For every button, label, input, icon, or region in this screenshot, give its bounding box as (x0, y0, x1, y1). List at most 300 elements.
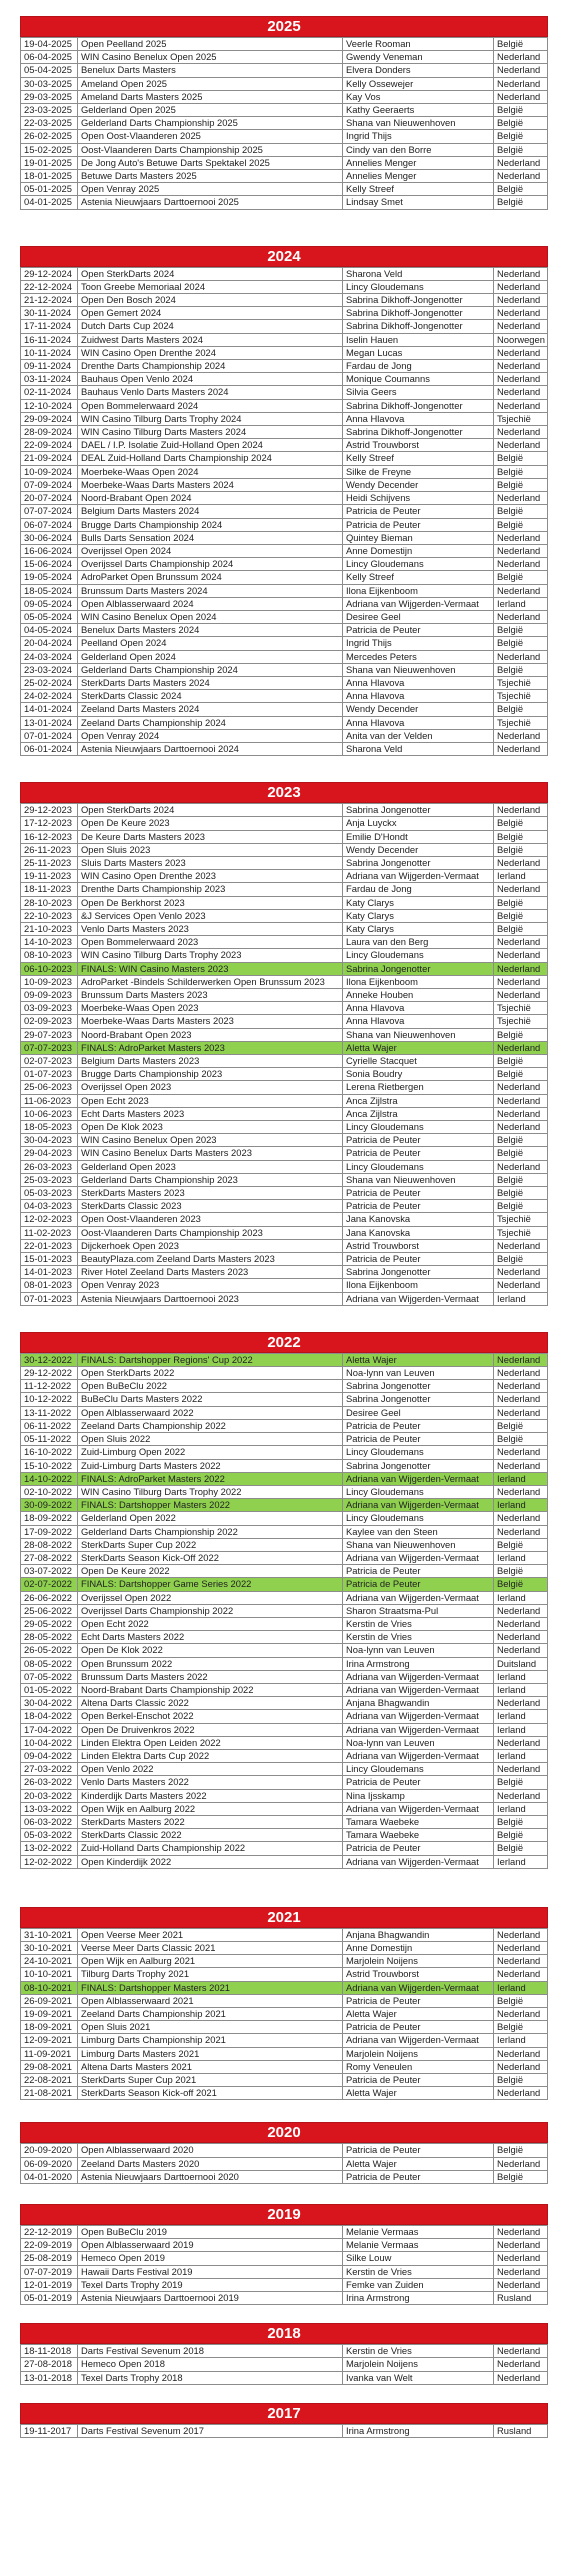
date-cell: 07-07-2023 (21, 1041, 78, 1054)
country-cell: Ierland (494, 1670, 548, 1683)
event-cell: Echt Darts Masters 2023 (78, 1107, 343, 1120)
table-row (21, 360, 548, 373)
event-cell: Toon Greebe Memoriaal 2024 (78, 280, 343, 293)
date-cell: 20-09-2020 (21, 2144, 78, 2157)
date-cell: 17-12-2023 (21, 817, 78, 830)
winner-cell: Veerle Rooman (343, 38, 494, 51)
table-row (21, 465, 548, 478)
country-cell: Tsjechië (494, 716, 548, 729)
table-row (21, 2371, 548, 2384)
winner-cell: Marjolein Noijens (343, 2358, 494, 2371)
date-cell: 01-07-2023 (21, 1068, 78, 1081)
event-cell: Zeeland Darts Championship 2021 (78, 2008, 343, 2021)
table-row (21, 2087, 548, 2100)
date-cell: 05-03-2022 (21, 1829, 78, 1842)
date-cell: 18-11-2018 (21, 2345, 78, 2358)
winner-cell: Kelly Streef (343, 571, 494, 584)
country-cell: Ierland (494, 1591, 548, 1604)
table-row (21, 1736, 548, 1749)
table-row (21, 1121, 548, 1134)
date-cell: 06-04-2025 (21, 51, 78, 64)
date-cell: 25-02-2024 (21, 676, 78, 689)
date-cell: 11-09-2021 (21, 2047, 78, 2060)
winner-cell: Romy Veneulen (343, 2060, 494, 2073)
country-cell: België (494, 1134, 548, 1147)
event-cell: Open Wijk en Aalburg 2021 (78, 1955, 343, 1968)
table-row (21, 1723, 548, 1736)
winner-cell: Patricia de Peuter (343, 1187, 494, 1200)
event-cell: WIN Casino Tilburg Darts Trophy 2022 (78, 1485, 343, 1498)
event-cell: Open De Berkhorst 2023 (78, 896, 343, 909)
event-cell: FINALS: WIN Casino Masters 2023 (78, 962, 343, 975)
table-row (21, 804, 548, 817)
country-cell: België (494, 896, 548, 909)
winner-cell: Iselin Hauen (343, 333, 494, 346)
date-cell: 26-09-2021 (21, 1994, 78, 2007)
winner-cell: Astrid Trouwborst (343, 439, 494, 452)
country-cell: België (494, 196, 548, 209)
event-cell: Gelderland Open 2024 (78, 650, 343, 663)
table-row (21, 104, 548, 117)
winner-cell: Katy Clarys (343, 909, 494, 922)
event-cell: SterkDarts Darts Masters 2024 (78, 676, 343, 689)
country-cell: Nederland (494, 320, 548, 333)
country-cell: Nederland (494, 1512, 548, 1525)
table-row (21, 1253, 548, 1266)
country-cell: België (494, 1578, 548, 1591)
date-cell: 24-10-2021 (21, 1955, 78, 1968)
event-cell: WIN Casino Tilburg Darts Trophy 2023 (78, 949, 343, 962)
country-cell: Nederland (494, 1789, 548, 1802)
country-cell: Nederland (494, 1631, 548, 1644)
country-cell: België (494, 909, 548, 922)
winner-cell: Sabrina Jongenotter (343, 962, 494, 975)
date-cell: 29-09-2024 (21, 412, 78, 425)
date-cell: 22-10-2023 (21, 909, 78, 922)
date-cell: 26-03-2023 (21, 1160, 78, 1173)
date-cell: 17-09-2022 (21, 1525, 78, 1538)
event-cell: Brunssum Darts Masters 2024 (78, 584, 343, 597)
table-row (21, 663, 548, 676)
date-cell: 26-03-2022 (21, 1776, 78, 1789)
date-cell: 10-12-2022 (21, 1393, 78, 1406)
country-cell: Nederland (494, 975, 548, 988)
table-row (21, 412, 548, 425)
date-cell: 21-10-2023 (21, 922, 78, 935)
country-cell: Ierland (494, 2034, 548, 2047)
event-cell: Gelderland Open 2023 (78, 1160, 343, 1173)
table-row (21, 544, 548, 557)
country-cell: Ierland (494, 1551, 548, 1564)
table-row (21, 949, 548, 962)
table-row (21, 1776, 548, 1789)
date-cell: 30-10-2021 (21, 1942, 78, 1955)
event-cell: Zuid-Holland Darts Championship 2022 (78, 1842, 343, 1855)
table-row (21, 1855, 548, 1868)
winner-cell: Marjolein Noijens (343, 2047, 494, 2060)
winner-cell: Anne Domestijn (343, 544, 494, 557)
country-cell: Ierland (494, 1723, 548, 1736)
country-cell: Nederland (494, 1763, 548, 1776)
table-row (21, 922, 548, 935)
date-cell: 15-06-2024 (21, 558, 78, 571)
date-cell: 17-11-2024 (21, 320, 78, 333)
table-row (21, 610, 548, 623)
date-cell: 13-11-2022 (21, 1406, 78, 1419)
event-cell: Dijckerhoek Open 2023 (78, 1239, 343, 1252)
winner-cell: Patricia de Peuter (343, 1253, 494, 1266)
country-cell: België (494, 143, 548, 156)
event-cell: Open Kinderdijk 2022 (78, 1855, 343, 1868)
country-cell: Ierland (494, 1855, 548, 1868)
event-cell: Moerbeke-Waas Darts Masters 2024 (78, 478, 343, 491)
country-cell: Nederland (494, 1736, 548, 1749)
country-cell: Nederland (494, 729, 548, 742)
winner-cell: Anca Zijlstra (343, 1107, 494, 1120)
event-cell: Hemeco Open 2018 (78, 2358, 343, 2371)
event-cell: Open Oost-Vlaanderen 2025 (78, 130, 343, 143)
event-cell: Open De Klok 2023 (78, 1121, 343, 1134)
country-cell: België (494, 2074, 548, 2087)
winner-cell: Cyrielle Stacquet (343, 1055, 494, 1068)
winner-cell: Fardau de Jong (343, 883, 494, 896)
country-cell: België (494, 1187, 548, 1200)
winner-cell: Anita van der Velden (343, 729, 494, 742)
event-cell: Astenia Nieuwjaars Darttoernooi 2025 (78, 196, 343, 209)
year-header: 2023 (20, 782, 548, 803)
country-cell: Nederland (494, 2239, 548, 2252)
results-table (20, 1353, 548, 1869)
event-cell: Open Alblasserwaard 2019 (78, 2239, 343, 2252)
country-cell: Nederland (494, 90, 548, 103)
event-cell: Open Den Bosch 2024 (78, 294, 343, 307)
date-cell: 12-02-2022 (21, 1855, 78, 1868)
country-cell: Ierland (494, 1292, 548, 1305)
event-cell: Noord-Brabant Open 2024 (78, 492, 343, 505)
table-row (21, 2292, 548, 2305)
event-cell: Bulls Darts Sensation 2024 (78, 531, 343, 544)
table-row (21, 1538, 548, 1551)
date-cell: 15-02-2025 (21, 143, 78, 156)
winner-cell: Anna Hlavova (343, 1002, 494, 1015)
event-cell: Moerbeke-Waas Open 2024 (78, 465, 343, 478)
winner-cell: Patricia de Peuter (343, 2021, 494, 2034)
date-cell: 07-07-2019 (21, 2265, 78, 2278)
date-cell: 05-01-2019 (21, 2292, 78, 2305)
winner-cell: Adriana van Wijgerden-Vermaat (343, 1551, 494, 1564)
winner-cell: Kerstin de Vries (343, 1631, 494, 1644)
winner-cell: Patricia de Peuter (343, 624, 494, 637)
event-cell: Gelderland Darts Championship 2024 (78, 663, 343, 676)
table-row (21, 1107, 548, 1120)
event-cell: Open Venlo 2022 (78, 1763, 343, 1776)
table-row (21, 267, 548, 280)
table-row (21, 2074, 548, 2087)
country-cell: België (494, 2021, 548, 2034)
table-row (21, 703, 548, 716)
table-row (21, 51, 548, 64)
event-cell: Open Venray 2024 (78, 729, 343, 742)
winner-cell: Melanie Vermaas (343, 2226, 494, 2239)
date-cell: 03-09-2023 (21, 1002, 78, 1015)
winner-cell: Fardau de Jong (343, 360, 494, 373)
event-cell: SterkDarts Season Kick-off 2021 (78, 2087, 343, 2100)
event-cell: Overijssel Darts Championship 2022 (78, 1604, 343, 1617)
country-cell: Nederland (494, 1279, 548, 1292)
date-cell: 19-11-2017 (21, 2424, 78, 2437)
winner-cell: Ingrid Thijs (343, 130, 494, 143)
event-cell: Echt Darts Masters 2022 (78, 1631, 343, 1644)
winner-cell: Sonia Boudry (343, 1068, 494, 1081)
table-row (21, 1697, 548, 1710)
year-header: 2022 (20, 1332, 548, 1353)
winner-cell: Adriana van Wijgerden-Vermaat (343, 1981, 494, 1994)
table-row (21, 830, 548, 843)
winner-cell: Heidi Schijvens (343, 492, 494, 505)
table-row (21, 1226, 548, 1239)
event-cell: River Hotel Zeeland Darts Masters 2023 (78, 1266, 343, 1279)
table-row (21, 505, 548, 518)
country-cell: Nederland (494, 989, 548, 1002)
winner-cell: Wendy Decender (343, 478, 494, 491)
country-cell: Nederland (494, 544, 548, 557)
country-cell: België (494, 452, 548, 465)
table-row (21, 1815, 548, 1828)
table-row (21, 2345, 548, 2358)
date-cell: 19-11-2023 (21, 870, 78, 883)
country-cell: Rusland (494, 2292, 548, 2305)
winner-cell: Adriana van Wijgerden-Vermaat (343, 1749, 494, 1762)
winner-cell: Patricia de Peuter (343, 1842, 494, 1855)
date-cell: 10-11-2024 (21, 346, 78, 359)
winner-cell: Kerstin de Vries (343, 2265, 494, 2278)
table-row (21, 1147, 548, 1160)
date-cell: 29-03-2025 (21, 90, 78, 103)
winner-cell: Kerstin de Vries (343, 1617, 494, 1630)
event-cell: Noord-Brabant Open 2023 (78, 1028, 343, 1041)
event-cell: Open Wijk en Aalburg 2022 (78, 1802, 343, 1815)
winner-cell: Katy Clarys (343, 896, 494, 909)
event-cell: Hemeco Open 2019 (78, 2252, 343, 2265)
table-row (21, 637, 548, 650)
event-cell: WIN Casino Open Drenthe 2024 (78, 346, 343, 359)
table-row (21, 196, 548, 209)
table-row (21, 909, 548, 922)
country-cell: Tsjechië (494, 1002, 548, 1015)
table-row (21, 2144, 548, 2157)
country-cell: België (494, 1994, 548, 2007)
winner-cell: Patricia de Peuter (343, 1147, 494, 1160)
country-cell: Nederland (494, 1094, 548, 1107)
date-cell: 10-06-2023 (21, 1107, 78, 1120)
year-section (20, 2323, 548, 2385)
table-row (21, 690, 548, 703)
event-cell: Open Sluis 2022 (78, 1433, 343, 1446)
date-cell: 08-01-2023 (21, 1279, 78, 1292)
date-cell: 14-10-2023 (21, 936, 78, 949)
year-header: 2019 (20, 2204, 548, 2225)
date-cell: 20-03-2022 (21, 1789, 78, 1802)
country-cell: Nederland (494, 280, 548, 293)
date-cell: 02-07-2022 (21, 1578, 78, 1591)
event-cell: AdroParket -Bindels Schilderwerken Open Brunssum 2023 (78, 975, 343, 988)
date-cell: 15-01-2023 (21, 1253, 78, 1266)
event-cell: Belgium Darts Masters 2023 (78, 1055, 343, 1068)
table-row (21, 1279, 548, 1292)
country-cell: Ierland (494, 870, 548, 883)
country-cell: Ierland (494, 1802, 548, 1815)
table-row (21, 624, 548, 637)
date-cell: 30-06-2024 (21, 531, 78, 544)
date-cell: 17-04-2022 (21, 1723, 78, 1736)
winner-cell: Aletta Wajer (343, 1041, 494, 1054)
table-row (21, 1789, 548, 1802)
country-cell: Nederland (494, 1617, 548, 1630)
country-cell: België (494, 183, 548, 196)
event-cell: Dutch Darts Cup 2024 (78, 320, 343, 333)
table-row (21, 478, 548, 491)
date-cell: 29-04-2023 (21, 1147, 78, 1160)
winner-cell: Desiree Geel (343, 610, 494, 623)
table-row (21, 2157, 548, 2170)
winner-cell: Patricia de Peuter (343, 2144, 494, 2157)
event-cell: Venlo Darts Masters 2023 (78, 922, 343, 935)
winner-cell: Patricia de Peuter (343, 1565, 494, 1578)
year-section (20, 2122, 548, 2184)
country-cell: Nederland (494, 1697, 548, 1710)
event-cell: Open Peelland 2025 (78, 38, 343, 51)
country-cell: België (494, 663, 548, 676)
date-cell: 29-05-2022 (21, 1617, 78, 1630)
winner-cell: Tamara Waebeke (343, 1829, 494, 1842)
event-cell: Gelderland Open 2025 (78, 104, 343, 117)
country-cell: Ierland (494, 1683, 548, 1696)
event-cell: Zuid-Limburg Open 2022 (78, 1446, 343, 1459)
date-cell: 18-04-2022 (21, 1710, 78, 1723)
winner-cell: Ilona Eijkenboom (343, 975, 494, 988)
winner-cell: Patricia de Peuter (343, 1776, 494, 1789)
country-cell: Nederland (494, 2345, 548, 2358)
country-cell: Nederland (494, 1604, 548, 1617)
winner-cell: Megan Lucas (343, 346, 494, 359)
table-row (21, 843, 548, 856)
table-row (21, 2047, 548, 2060)
event-cell: BuBeClu Darts Masters 2022 (78, 1393, 343, 1406)
country-cell: Nederland (494, 1406, 548, 1419)
event-cell: Kinderdijk Darts Masters 2022 (78, 1789, 343, 1802)
country-cell: Nederland (494, 1968, 548, 1981)
date-cell: 19-01-2025 (21, 156, 78, 169)
winner-cell: Irina Armstrong (343, 2424, 494, 2437)
event-cell: Open De Klok 2022 (78, 1644, 343, 1657)
table-row (21, 531, 548, 544)
country-cell: Nederland (494, 426, 548, 439)
date-cell: 24-02-2024 (21, 690, 78, 703)
date-cell: 09-04-2022 (21, 1749, 78, 1762)
year-header: 2024 (20, 246, 548, 267)
event-cell: WIN Casino Tilburg Darts Trophy 2024 (78, 412, 343, 425)
date-cell: 28-09-2024 (21, 426, 78, 439)
date-cell: 08-10-2023 (21, 949, 78, 962)
country-cell: België (494, 518, 548, 531)
country-cell: Tsjechië (494, 690, 548, 703)
winner-cell: Kelly Streef (343, 452, 494, 465)
event-cell: WIN Casino Open Drenthe 2023 (78, 870, 343, 883)
event-cell: Bauhaus Venlo Darts Masters 2024 (78, 386, 343, 399)
event-cell: Astenia Nieuwjaars Darttoernooi 2020 (78, 2170, 343, 2183)
date-cell: 06-09-2020 (21, 2157, 78, 2170)
country-cell: Nederland (494, 1942, 548, 1955)
winner-cell: Sharon Straatsma-Pul (343, 1604, 494, 1617)
country-cell: België (494, 1028, 548, 1041)
winner-cell: Wendy Decender (343, 843, 494, 856)
event-cell: Zuidwest Darts Masters 2024 (78, 333, 343, 346)
date-cell: 21-12-2024 (21, 294, 78, 307)
winner-cell: Adriana van Wijgerden-Vermaat (343, 1855, 494, 1868)
country-cell: Nederland (494, 294, 548, 307)
table-row (21, 1604, 548, 1617)
event-cell: Betuwe Darts Masters 2025 (78, 170, 343, 183)
year-header: 2020 (20, 2122, 548, 2143)
table-row (21, 1591, 548, 1604)
winner-cell: Noa-lynn van Leuven (343, 1644, 494, 1657)
winner-cell: Anne Domestijn (343, 1942, 494, 1955)
event-cell: Belgium Darts Masters 2024 (78, 505, 343, 518)
date-cell: 15-10-2022 (21, 1459, 78, 1472)
table-row (21, 883, 548, 896)
table-row (21, 1406, 548, 1419)
event-cell: Open Alblasserwaard 2022 (78, 1406, 343, 1419)
event-cell: FINALS: Dartshopper Game Series 2022 (78, 1578, 343, 1591)
date-cell: 03-07-2022 (21, 1565, 78, 1578)
winner-cell: Anna Hlavova (343, 1015, 494, 1028)
winner-cell: Patricia de Peuter (343, 1419, 494, 1432)
event-cell: Open SterkDarts 2022 (78, 1367, 343, 1380)
table-row (21, 1710, 548, 1723)
event-cell: Open Alblasserwaard 2024 (78, 597, 343, 610)
winner-cell: Aletta Wajer (343, 2157, 494, 2170)
event-cell: Hawaii Darts Festival 2019 (78, 2265, 343, 2278)
winner-cell: Lerena Rietbergen (343, 1081, 494, 1094)
date-cell: 27-08-2018 (21, 2358, 78, 2371)
event-cell: Brunssum Darts Masters 2023 (78, 989, 343, 1002)
year-section (20, 246, 548, 757)
event-cell: Astenia Nieuwjaars Darttoernooi 2019 (78, 2292, 343, 2305)
event-cell: Open De Keure 2023 (78, 817, 343, 830)
table-row (21, 742, 548, 755)
table-row (21, 729, 548, 742)
event-cell: WIN Casino Benelux Open 2025 (78, 51, 343, 64)
event-cell: Brugge Darts Championship 2024 (78, 518, 343, 531)
event-cell: Open Brunssum 2022 (78, 1657, 343, 1670)
table-row (21, 2034, 548, 2047)
table-row (21, 1994, 548, 2007)
winner-cell: Jana Kanovska (343, 1226, 494, 1239)
event-cell: Open Bommelerwaard 2024 (78, 399, 343, 412)
table-row (21, 399, 548, 412)
date-cell: 02-11-2024 (21, 386, 78, 399)
table-row (21, 856, 548, 869)
event-cell: Peelland Open 2024 (78, 637, 343, 650)
country-cell: Nederland (494, 1485, 548, 1498)
winner-cell: Adriana van Wijgerden-Vermaat (343, 1591, 494, 1604)
winner-cell: Femke van Zuiden (343, 2278, 494, 2291)
year-section (20, 1332, 548, 1869)
country-cell: België (494, 2170, 548, 2183)
country-cell: Nederland (494, 936, 548, 949)
table-row (21, 1617, 548, 1630)
table-row (21, 2358, 548, 2371)
